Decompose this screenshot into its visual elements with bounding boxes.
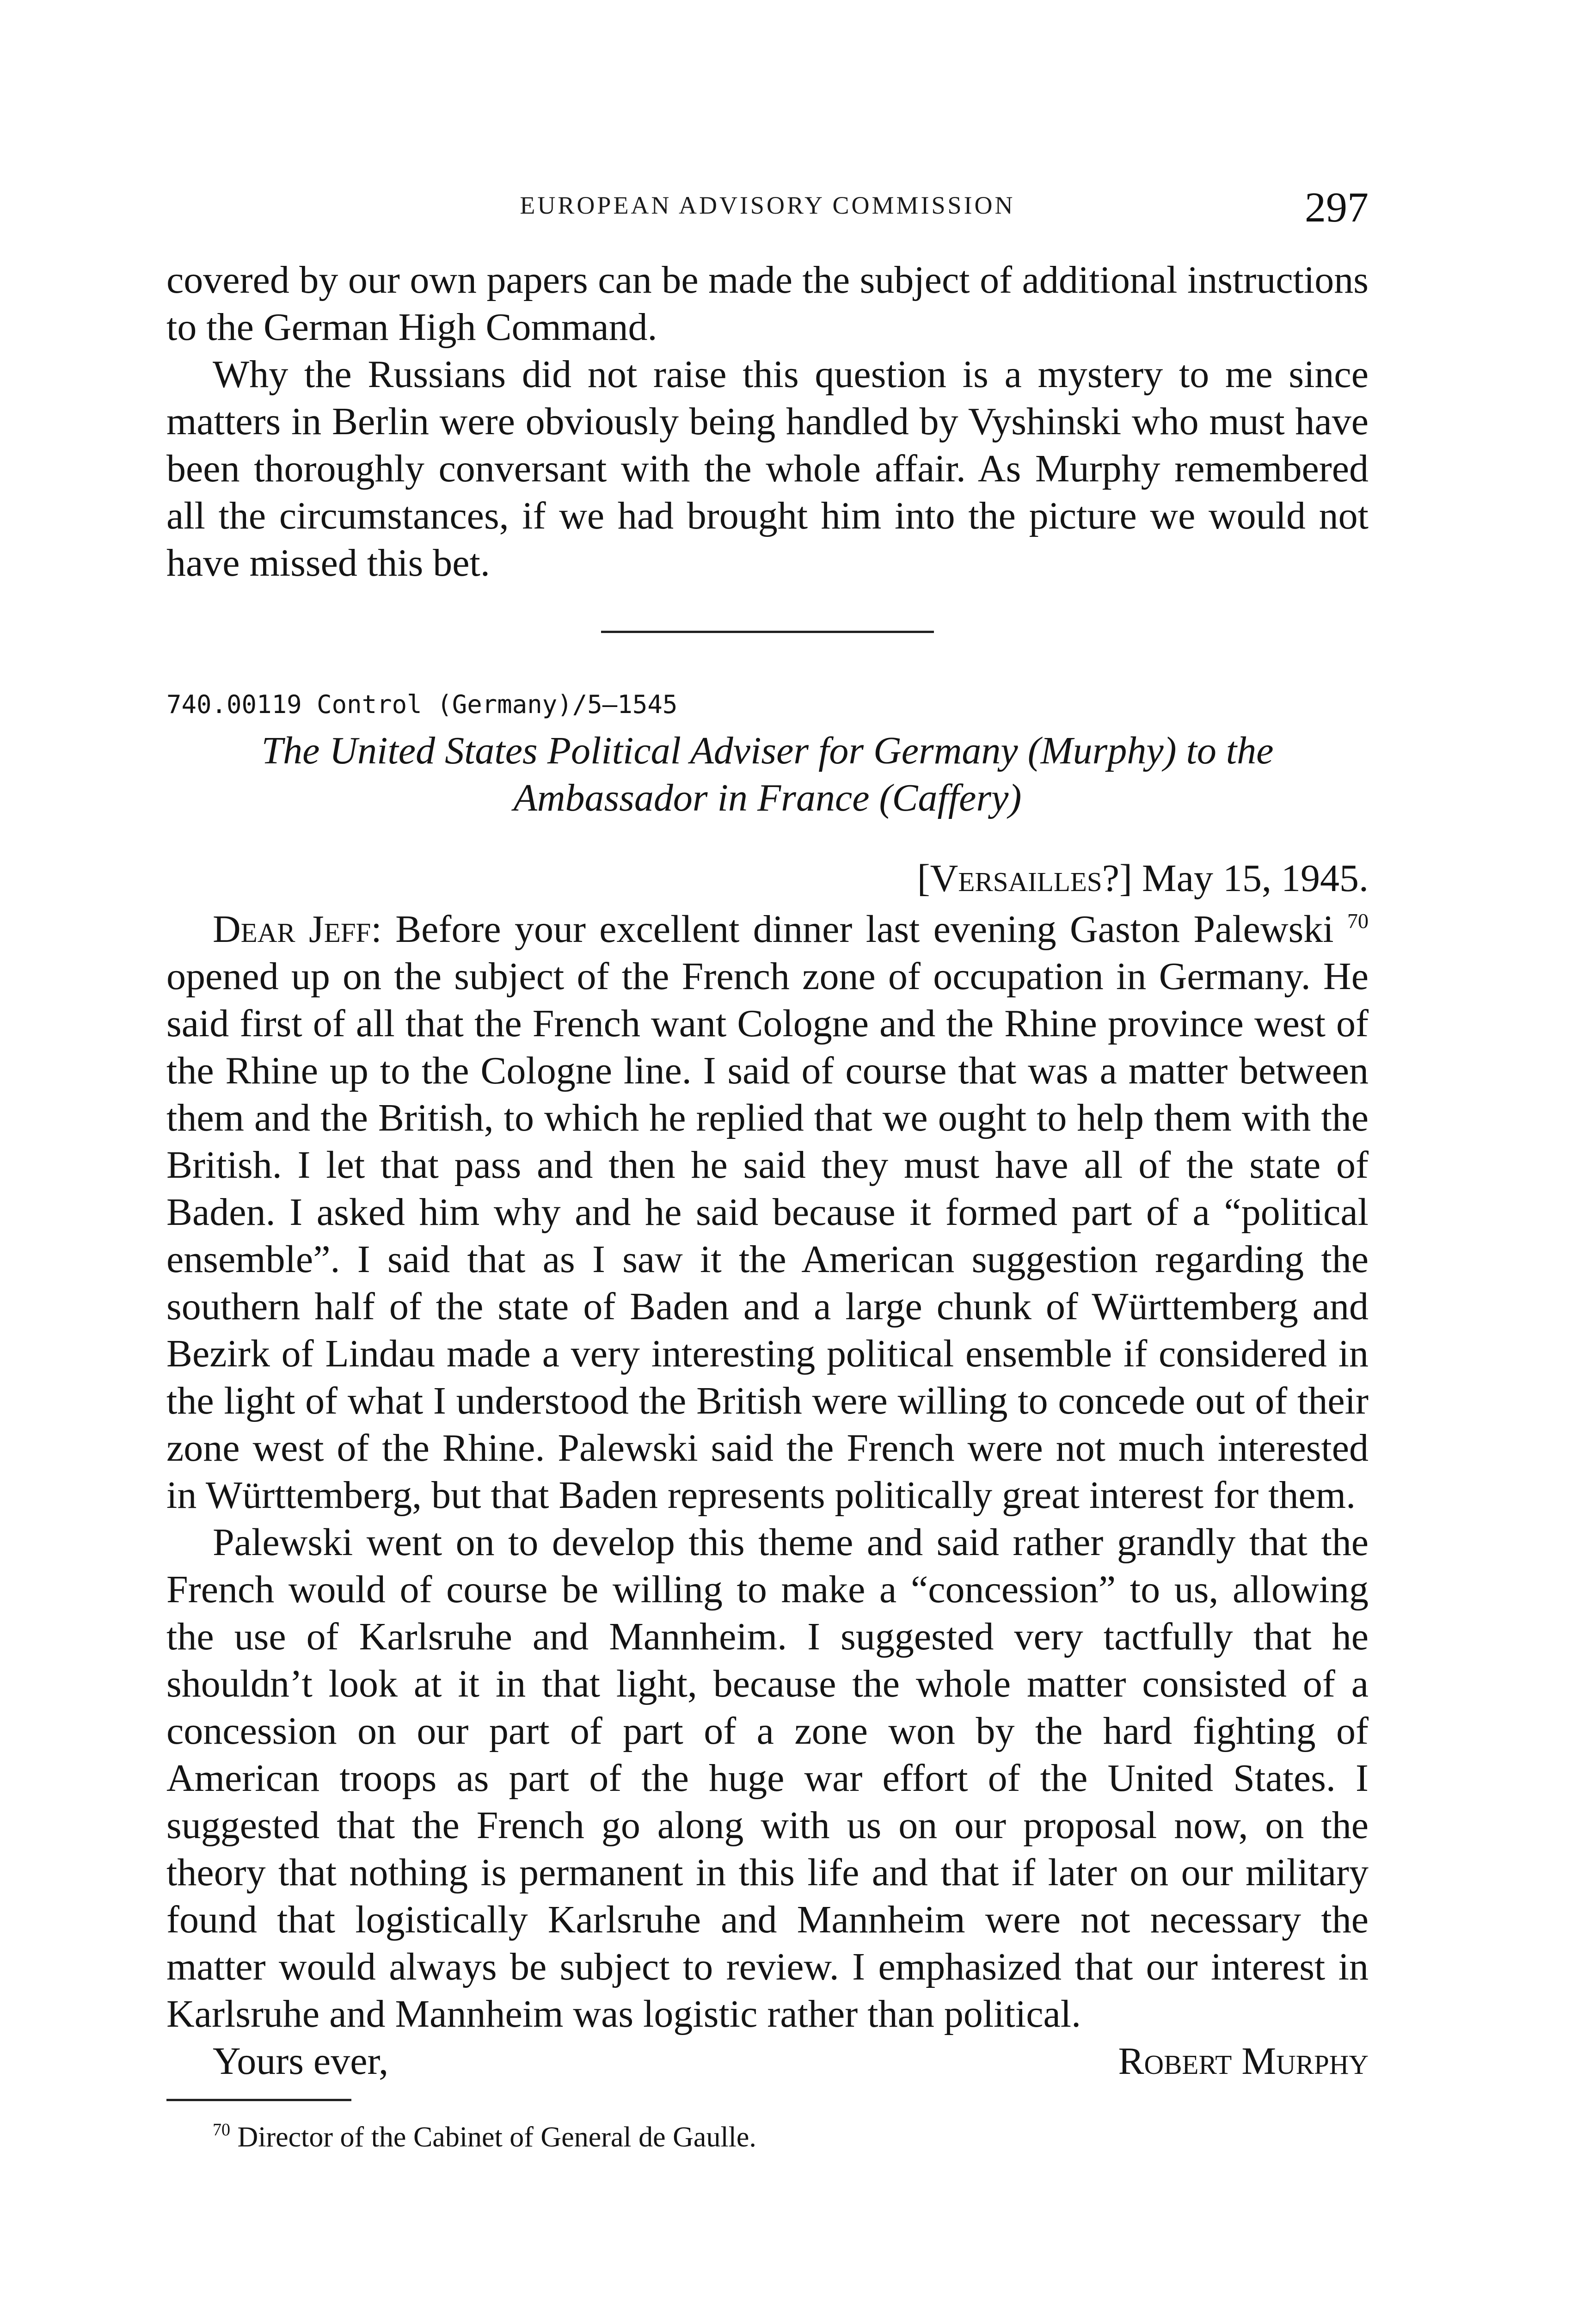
salutation: Dear Jeff: (213, 908, 382, 951)
page-header (166, 183, 1369, 234)
signature: Robert Murphy (1118, 2040, 1369, 2083)
document-title: The United States Political Adviser for Germany (Murphy) to the Ambassador in France (Caffery) (261, 729, 1274, 819)
footnote-marker: 70 (213, 2120, 230, 2140)
letter-paragraph-1 (166, 906, 1369, 1519)
running-head: EUROPEAN ADVISORY COMMISSION (520, 191, 1015, 219)
page-body (166, 257, 1369, 2156)
letter-paragraph-2: Palewski went on to develop this theme and said rather grandly that the French would of course be willing to make a “concession” to us, allowing the use of Karlsruhe and Mannheim. I suggested very tactfully that he shouldn’t look at it in that light, because the whole matter consisted of a concession on our part of part of a zone won by the hard fighting of American troops as part of the huge war effort of the United States. I suggested that the French go along with us on our proposal now, on the theory that nothing is permanent in this life and that if later on our military found that logistically Karlsruhe and Mannheim were not necessary the matter would always be subject to review. I emphasized that our interest in Karlsruhe and Mannheim was logistic rather than political. (166, 1521, 1369, 2035)
footnote-reference: 70 (1347, 909, 1369, 933)
footnote-text: Director of the Cabinet of General de Gaulle. (237, 2121, 756, 2153)
dateline-date: May 15, 1945. (1142, 857, 1369, 900)
page-number: 297 (1305, 184, 1369, 231)
letter-text-1b: opened up on the subject of the French zone of occupation in Germany. He said first of all that the French want Cologne and the Rhine province west of the Rhine up to the Cologne line. I said of course that was a matter between them and the British, to which he replied that we ought to help them with the British. I let that pass and then he said they must have all of the state of Baden. I asked him why and he said because it formed part of a “political ensemble”. I said that as I saw it the American suggestion regarding the southern half of the state of Baden and a large chunk of Württemberg and Bezirk of Lindau made a very interesting political ensemble if considered in the light of what I understood the British were willing to concede out of their zone west of the Rhine. Palewski said the French were not much interested in Württemberg, but that Baden represents politically great interest for them. (166, 955, 1369, 1517)
footnote (166, 2119, 1369, 2156)
closing-phrase: Yours ever, (213, 2040, 389, 2083)
letter-text-1a: Before your excellent dinner last evening Gaston Palewski (395, 908, 1334, 951)
continued-paragraph: covered by our own papers can be made the subject of additional instructions to the German High Command. (166, 258, 1369, 349)
dateline-place: [Versailles?] (917, 857, 1133, 900)
footnote-divider (166, 2099, 351, 2101)
letter-closing (166, 2038, 1369, 2085)
paragraph-russians: Why the Russians did not raise this question is a mystery to me since matters in Berlin were obviously being handled by Vyshinski who must have been thoroughly conversant with the whole affair. As Murphy remembered all the circumstances, if we had brought him into the picture we would not have missed this bet. (166, 353, 1369, 584)
section-divider (601, 631, 934, 633)
file-reference: 740.00119 Control (Germany)/5–1545 (166, 690, 678, 719)
dateline (166, 855, 1369, 902)
